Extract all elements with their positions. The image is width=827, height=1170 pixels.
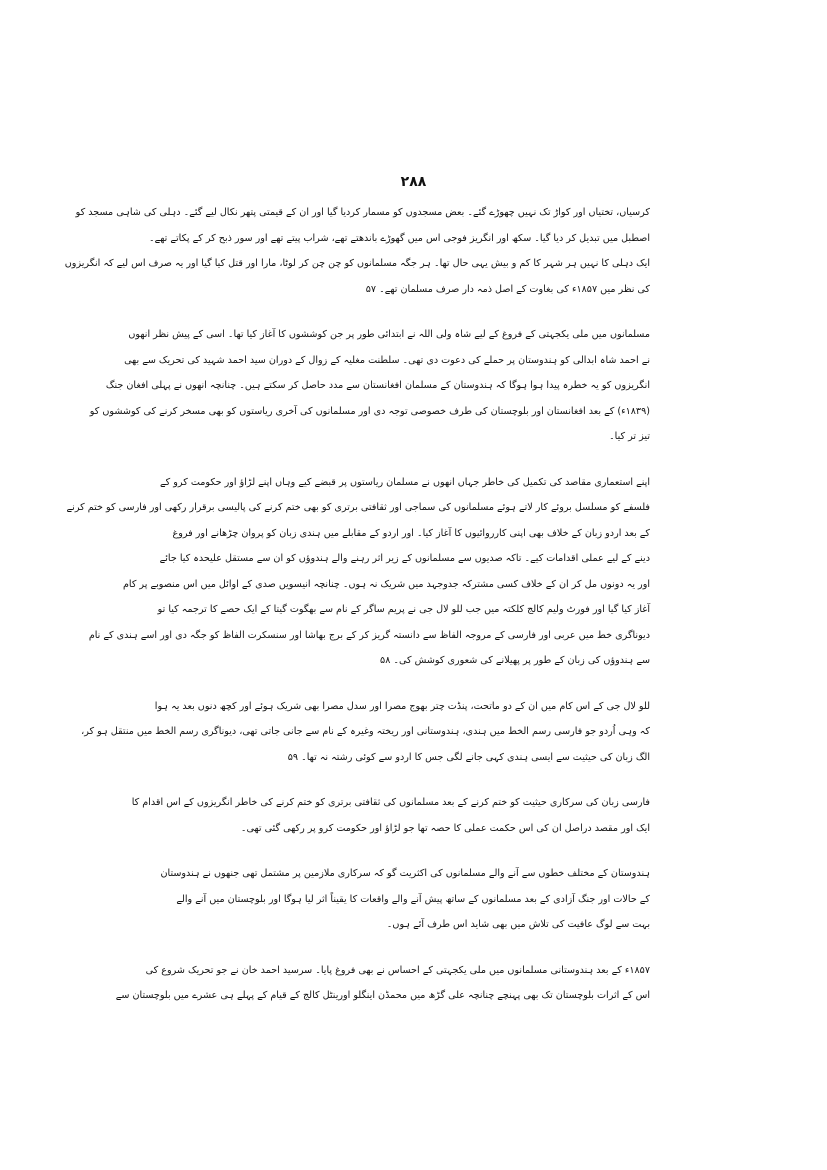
body-text bbox=[64, 200, 650, 1029]
text-line: اپنے استعماری مقاصد کی تکمیل کی خاطر جہاں انھوں نے مسلمان ریاستوں پر قبضے کیے وہاں اپنے لڑاؤ اور حکومت کرو کے bbox=[160, 476, 650, 488]
paragraph bbox=[160, 861, 650, 938]
text-line: (۱۸۳۹ء) کے بعد افغانستان اور بلوچستان کی طرف خصوصی توجہ دی اور مسلمانوں کی آخری ریاستوں کو بھی مسخر کرنے کی کوششوں کو bbox=[89, 405, 650, 417]
text-line: ۱۸۵۷ء کے بعد ہندوستانی مسلمانوں میں ملی یکجہتی کے احساس نے بھی فروغ پایا۔ سرسید احمد خان نے جو تحریک شروع کی bbox=[145, 964, 650, 976]
text-line: سے ہندوؤں کی زبان کے طور پر پھیلانے کی شعوری کوشش کی۔ ۵۸ bbox=[380, 655, 650, 666]
text-line: انگریزوں کو یہ خطرہ پیدا ہوا ہوگا کہ ہندوستان کے مسلمان افغانستان سے مدد حاصل کر سکتے ہیں۔ چنانچہ انھوں نے پہلی افغان جنگ bbox=[105, 380, 650, 391]
text-line: کے بعد اردو زبان کے خلاف بھی اپنی کارروائیوں کا آغاز کیا۔ اور اردو کے مقابلے میں ہندی زبان کو پروان چڑھانے اور فروغ bbox=[172, 527, 650, 539]
text-line: دیوناگری خط میں عربی اور فارسی کے مروجہ الفاظ سے دانستہ گریز کر کے برج بھاشا اور سنسکرت الفاظ کو جگہ دی اور اسے ہندی کے نام bbox=[88, 629, 650, 641]
paragraph bbox=[115, 958, 650, 1009]
paragraph bbox=[89, 322, 650, 450]
text-line: اس کے اثرات بلوچستان تک بھی پہنچے چنانچہ علی گڑھ میں محمڈن اینگلو اورینٹل کالج کے قیام کے پہلے ہی عشرے میں بلوچستان سے bbox=[115, 990, 650, 1001]
text-line: کرسیاں، تختیاں اور کواڑ تک نہیں چھوڑے گئے۔ بعض مسجدوں کو مسمار کردیا گیا اور ان کے قیمتی پتھر نکال لیے گئے۔ دہلی کی شاہی مسجد کو bbox=[75, 207, 650, 218]
text-line: اصطبل میں تبدیل کر دیا گیا۔ سکھ اور انگریز فوجی اس میں گھوڑے باندھتے تھے، شراب پیتے تھے اور سور ذبح کر کے پکاتے تھے۔ bbox=[148, 232, 650, 244]
text-line: اور یہ دونوں مل کر ان کے خلاف کسی مشترکہ جدوجہد میں شریک نہ ہوں۔ چنانچہ انیسویں صدی کے اوائل میں اس منصوبے پر کام bbox=[122, 578, 650, 590]
text-line: آغاز کیا گیا اور فورٹ ولیم کالج کلکتہ میں جب للو لال جی نے پریم ساگر کے نام سے بھگوت گیتا کے ایک حصے کا ترجمہ کیا تو bbox=[157, 604, 650, 615]
page-number: ۲۸۸ bbox=[400, 174, 427, 190]
text-line: للو لال جی کے اس کام میں ان کے دو ماتحت، پنڈت چتر بھوج مصرا اور سدل مصرا بھی شریک ہوئے اور کچھ دنوں بعد یہ ہوا bbox=[154, 700, 650, 712]
text-line: تیز تر کیا۔ bbox=[609, 431, 650, 442]
text-line: نے احمد شاہ ابدالی کو ہندوستان پر حملے کی دعوت دی تھی۔ سلطنت مغلیہ کے زوال کے دوران سید احمد شہید کی تحریک سے بھی bbox=[124, 354, 650, 366]
text-line: کہ وہی اُردو جو فارسی رسم الخط میں ہندی، ہندوستانی اور ریختہ وغیرہ کے نام سے جانی جاتی تھی، دیوناگری رسم الخط میں منتقل ہو کر، bbox=[81, 726, 650, 737]
text-line: فارسی زبان کی سرکاری حیثیت کو ختم کرنے کے بعد مسلمانوں کی ثقافتی برتری کو ختم کرنے کی خاطر انگریزوں کے اس اقدام کا bbox=[131, 797, 650, 808]
text-line: کے حالات اور جنگ آزادی کے بعد مسلمانوں کے ساتھ پیش آنے والے واقعات کا یقیناً اثر لیا ہوگا اور بلوچستان میں آنے والے bbox=[176, 893, 650, 905]
text-line: فلسفے کو مسلسل بروئے کار لاتے ہوئے مسلمانوں کی سماجی اور ثقافتی برتری کو بھی ختم کرنے کی پالیسی برقرار رکھی اور فارسی کو ختم کرنے bbox=[66, 502, 650, 513]
paragraph bbox=[64, 200, 650, 302]
text-line: دینے کے لیے عملی اقدامات کیے۔ تاکہ صدیوں سے مسلمانوں کے زیر اثر رہنے والے ہندوؤں کو ان سے مستقل علیحدہ کیا جائے bbox=[159, 553, 650, 564]
text-line: ایک اور مقصد دراصل ان کی اس حکمت عملی کا حصہ تھا جو لڑاؤ اور حکومت کرو پر رکھی گئی تھی۔ bbox=[240, 822, 650, 834]
text-line: ایک دہلی کا نہیں ہر شہر کا کم و بیش یہی حال تھا۔ ہر جگہ مسلمانوں کو چن چن کر لوٹا، مارا اور قتل کیا گیا اور یہ صرف اس لیے کہ انگریزوں bbox=[64, 258, 650, 269]
text-line: ہندوستان کے مختلف خطوں سے آنے والے مسلمانوں کی اکثریت گو کہ سرکاری ملازمین پر مشتمل تھی جنھوں نے ہندوستان bbox=[160, 868, 650, 879]
paragraph bbox=[66, 470, 650, 674]
paragraph bbox=[131, 790, 650, 841]
text-line: بہت سے لوگ عافیت کی تلاش میں بھی شاید اس طرف آئے ہوں۔ bbox=[386, 919, 650, 930]
text-line: مسلمانوں میں ملی یکجہتی کے فروغ کے لیے شاہ ولی اللہ نے ابتدائی طور پر جن کوششوں کا آغاز کیا تھا۔ اسی کے پیش نظر انھوں bbox=[128, 329, 650, 340]
paragraph bbox=[81, 694, 650, 771]
text-line: الگ زبان کی حیثیت سے ایسی ہندی کہی جانے لگی جس کا اردو سے کوئی رشتہ نہ تھا۔ ۵۹ bbox=[287, 751, 650, 763]
text-line: کی نظر میں ۱۸۵۷ء کی بغاوت کے اصل ذمہ دار صرف مسلمان تھے۔ ۵۷ bbox=[365, 283, 650, 295]
